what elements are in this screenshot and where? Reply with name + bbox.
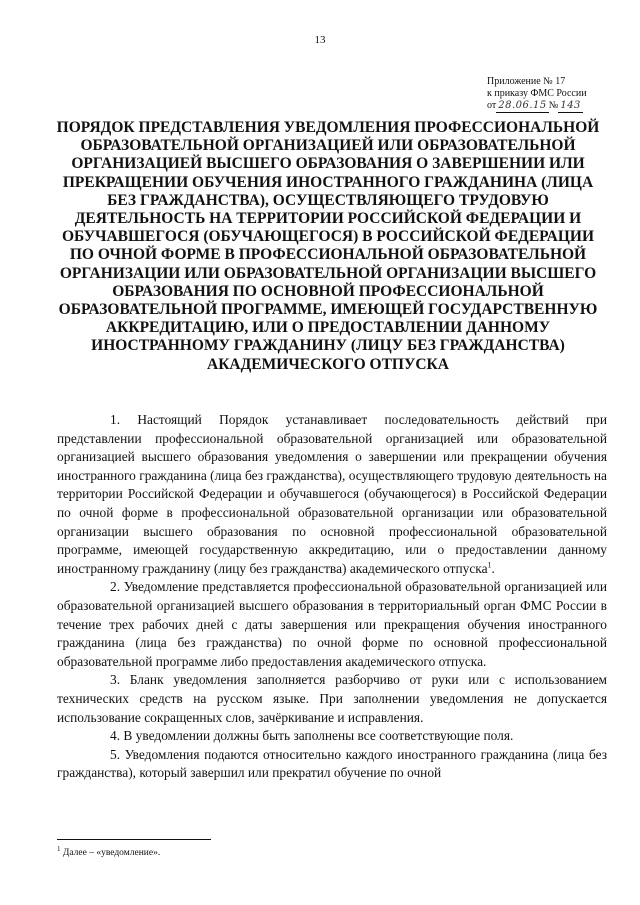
handwritten-number: 143 <box>560 100 581 111</box>
footnote <box>57 845 160 858</box>
footnote-reference: 1 <box>487 560 492 570</box>
paragraph-3: 3. Бланк уведомления заполняется разборчиво от руки или с использованием технических средств на русском языке. При заполнении уведомления не допускается использование сокращенных слов, зачёркивание и исправления. <box>57 672 607 725</box>
paragraph-4: 4. В уведомлении должны быть заполнены все соответствующие поля. <box>110 728 514 744</box>
paragraph-2: 2. Уведомление представляется профессиональной образовательной организацией или образовательной организацией высшего образования в территориальный орган ФМС России в течение трех рабочих дней с даты завершения или прекращения обучения иностранного гражданина (лица без гражданства) по очной форме по основной профессиональной образовательной программе либо предоставления академического отпуска. <box>57 579 607 669</box>
appendix-header <box>487 76 587 113</box>
footnote-divider <box>57 839 211 840</box>
paragraph-1-tail: . <box>491 560 495 576</box>
document-title: ПОРЯДОК ПРЕДСТАВЛЕНИЯ УВЕДОМЛЕНИЯ ПРОФЕССИОНАЛЬНОЙ ОБРАЗОВАТЕЛЬНОЙ ОРГАНИЗАЦИЕЙ ИЛИ ОБРАЗОВАТЕЛЬНОЙ ОРГАНИЗАЦИЕЙ ВЫСШЕГО ОБРАЗОВАНИЯ О ЗАВЕРШЕНИИ ИЛИ ПРЕКРАЩЕНИИ ОБУЧЕНИЯ ИНОСТРАННОГО ГРАЖДАНИНА (ЛИЦА БЕЗ ГРАЖДАНСТВА), ОСУЩЕСТВЛЯЮЩЕГО ТРУДОВУЮ ДЕЯТЕЛЬНОСТЬ НА ТЕРРИТОРИИ РОССИЙСКОЙ ФЕДЕРАЦИИ И ОБУЧАВШЕГОСЯ (ОБУЧАЮЩЕГОСЯ) В РОССИЙСКОЙ ФЕДЕРАЦИИ ПО ОЧНОЙ ФОРМЕ В ПРОФЕССИОНАЛЬНОЙ ОБРАЗОВАТЕЛЬНОЙ ОРГАНИЗАЦИИ ИЛИ ОБРАЗОВАТЕЛЬНОЙ ОРГАНИЗАЦИИ ВЫСШЕГО ОБРАЗОВАНИЯ ПО ОСНОВНОЙ ПРОФЕССИОНАЛЬНОЙ ОБРАЗОВАТЕЛЬНОЙ ПРОГРАММЕ, ИМЕЮЩЕЙ ГОСУДАРСТВЕННУЮ АККРЕДИТАЦИЮ, ИЛИ О ПРЕДОСТАВЛЕНИИ ДАННОМУ ИНОСТРАННОМУ ГРАЖДАНИНУ (ЛИЦУ БЕЗ ГРАЖДАНСТВА) АКАДЕМИЧЕСКОГО ОТПУСКА <box>56 119 600 373</box>
document-body <box>57 411 607 783</box>
appendix-number-sign: № <box>548 100 559 111</box>
footnote-text: Далее – «уведомление». <box>62 848 161 859</box>
appendix-title: Приложение № 17 <box>487 76 566 87</box>
appendix-date-line <box>487 100 587 113</box>
paragraph-1 <box>57 411 607 578</box>
handwritten-date: 28.06.15 <box>498 100 547 111</box>
footnote-marker: 1 <box>57 845 61 853</box>
appendix-order-ref: к приказу ФМС России <box>487 88 587 99</box>
paragraph-5: 5. Уведомления подаются относительно каждого иностранного гражданина (лица без гражданства), который завершил или прекратил обучение по очной <box>57 746 607 781</box>
appendix-date-prefix: от <box>487 100 497 111</box>
page-number: 13 <box>314 34 326 46</box>
paragraph-1-text: 1. Настоящий Порядок устанавливает последовательность действий при представлении профессиональной образовательной организацией или образовательной организацией высшего образования уведомления о завершении или прекращении обучения иностранного гражданина (лица без гражданства), осуществляющего трудовую деятельность на территории Российской Федерации и обучавшегося (обучающегося) в Российской Федерации по очной форме в профессиональной образовательной организации или образовательной организации высшего образования по основной профессиональной образовательной программе, имеющей государственную аккредитацию, или о предоставлении данному иностранному гражданину (лицу без гражданства) академического отпуска <box>57 412 607 576</box>
